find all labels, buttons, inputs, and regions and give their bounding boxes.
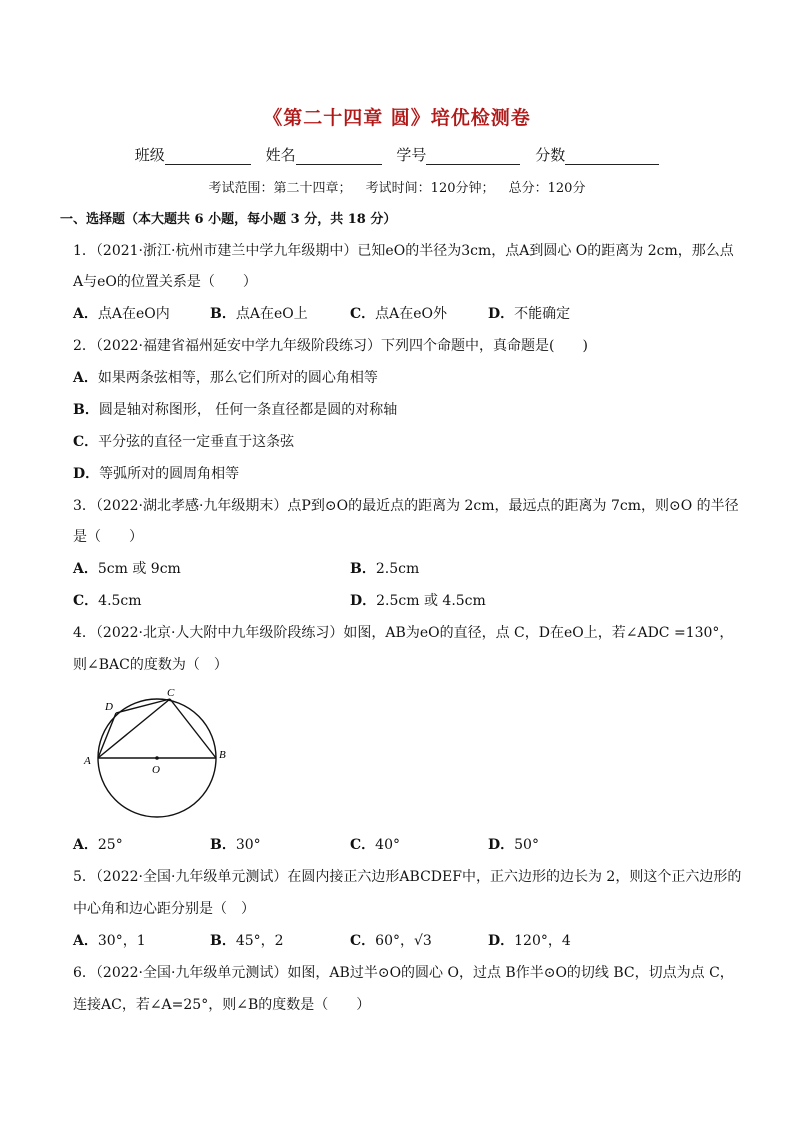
q3-option-d[interactable]: D．2.5cm 或 4.5cm bbox=[350, 593, 486, 609]
q6-stem-line2: 连接AC，若∠A=25°，则∠B的度数是（ ） bbox=[73, 997, 371, 1013]
exam-title: 《第二十四章 圆》培优检测卷 bbox=[263, 107, 531, 129]
q5-option-a[interactable]: A．30°，1 bbox=[73, 933, 146, 949]
q4-option-d[interactable]: D．50° bbox=[488, 837, 539, 853]
q4-circle-figure bbox=[80, 686, 230, 820]
q1-option-d[interactable]: D．不能确定 bbox=[488, 306, 571, 322]
label-a: A bbox=[84, 755, 91, 767]
section-heading: 一、选择题（本大题共 6 小题，每小题 3 分，共 18 分） bbox=[60, 212, 397, 227]
name-blank[interactable] bbox=[296, 150, 382, 165]
q2-stem: 2．（2022·福建省福州延安中学九年级阶段练习）下列四个命题中，真命题是( ) bbox=[73, 338, 588, 354]
class-label: 班级 bbox=[134, 146, 165, 164]
score-label: 分数 bbox=[535, 146, 566, 164]
exam-meta bbox=[0, 177, 794, 196]
score-blank[interactable] bbox=[565, 150, 659, 165]
label-c: C bbox=[167, 687, 175, 699]
q1-stem-line1: 1．（2021·浙江·杭州市建兰中学九年级期中）已知eO的半径为3cm，点A到圆心 O的距离为 2cm，那么点 bbox=[73, 243, 734, 259]
q4-stem-line1: 4．（2022·北京·人大附中九年级阶段练习）如图，AB为eO的直径，点 C，D在eO上，若∠ADC =130°， bbox=[73, 625, 734, 641]
q1-stem-line2: A与eO的位置关系是（ ） bbox=[73, 274, 257, 290]
class-blank[interactable] bbox=[165, 150, 251, 165]
q3-option-b[interactable]: B．2.5cm bbox=[350, 561, 420, 577]
q4-option-c[interactable]: C．40° bbox=[350, 837, 400, 853]
q3-stem-line2: 是（ ） bbox=[73, 529, 143, 545]
q2-option-d[interactable]: D．等弧所对的圆周角相等 bbox=[73, 466, 240, 482]
q2-option-c[interactable]: C．平分弦的直径一定垂直于这条弦 bbox=[73, 434, 295, 450]
q1-option-a[interactable]: A．点A在eO内 bbox=[73, 306, 170, 322]
student-info-row bbox=[0, 144, 794, 165]
q6-stem-line1: 6．（2022·全国·九年级单元测试）如图，AB过半⊙O的圆心 O，过点 B作半⊙O的切线 BC，切点为点 C， bbox=[73, 965, 734, 981]
q1-option-b[interactable]: B．点A在eO上 bbox=[210, 306, 308, 322]
q3-option-c[interactable]: C．4.5cm bbox=[73, 593, 142, 609]
chord-bc bbox=[170, 699, 216, 758]
id-label: 学号 bbox=[396, 146, 427, 164]
q2-option-a[interactable]: A．如果两条弦相等，那么它们所对的圆心角相等 bbox=[73, 370, 378, 386]
q3-option-a[interactable]: A．5cm 或 9cm bbox=[73, 561, 181, 577]
q4-stem-line2: 则∠BAC的度数为（ ） bbox=[73, 657, 228, 673]
center-point bbox=[155, 756, 159, 760]
q5-option-c[interactable]: C．60°，√3 bbox=[350, 933, 432, 949]
exam-total: 总分：120分 bbox=[508, 181, 586, 196]
q4-option-a[interactable]: A．25° bbox=[73, 837, 123, 853]
q5-option-b[interactable]: B．45°，2 bbox=[210, 933, 284, 949]
label-d: D bbox=[105, 701, 113, 713]
q4-option-b[interactable]: B．30° bbox=[210, 837, 261, 853]
q5-stem-line1: 5．（2022·全国·九年级单元测试）在圆内接正六边形ABCDEF中，正六边形的边长为 2，则这个正六边形的 bbox=[73, 869, 742, 885]
q3-stem-line1: 3．（2022·湖北孝感·九年级期末）点P到⊙O的最近点的距离为 2cm，最远点的距离为 7cm，则⊙O 的半径 bbox=[73, 498, 739, 514]
q1-option-c[interactable]: C．点A在eO外 bbox=[350, 306, 448, 322]
q5-stem-line2: 中心角和边心距分别是（ ） bbox=[73, 901, 255, 917]
label-o: O bbox=[152, 764, 160, 776]
exam-scope: 考试范围：第二十四章； bbox=[208, 181, 352, 196]
id-blank[interactable] bbox=[426, 150, 520, 165]
q5-option-d[interactable]: D．120°，4 bbox=[488, 933, 571, 949]
label-b: B bbox=[219, 749, 226, 761]
q2-option-b[interactable]: B．圆是轴对称图形， 任何一条直径都是圆的对称轴 bbox=[73, 402, 398, 418]
exam-time: 考试时间：120分钟； bbox=[365, 181, 495, 196]
name-label: 姓名 bbox=[265, 146, 296, 164]
